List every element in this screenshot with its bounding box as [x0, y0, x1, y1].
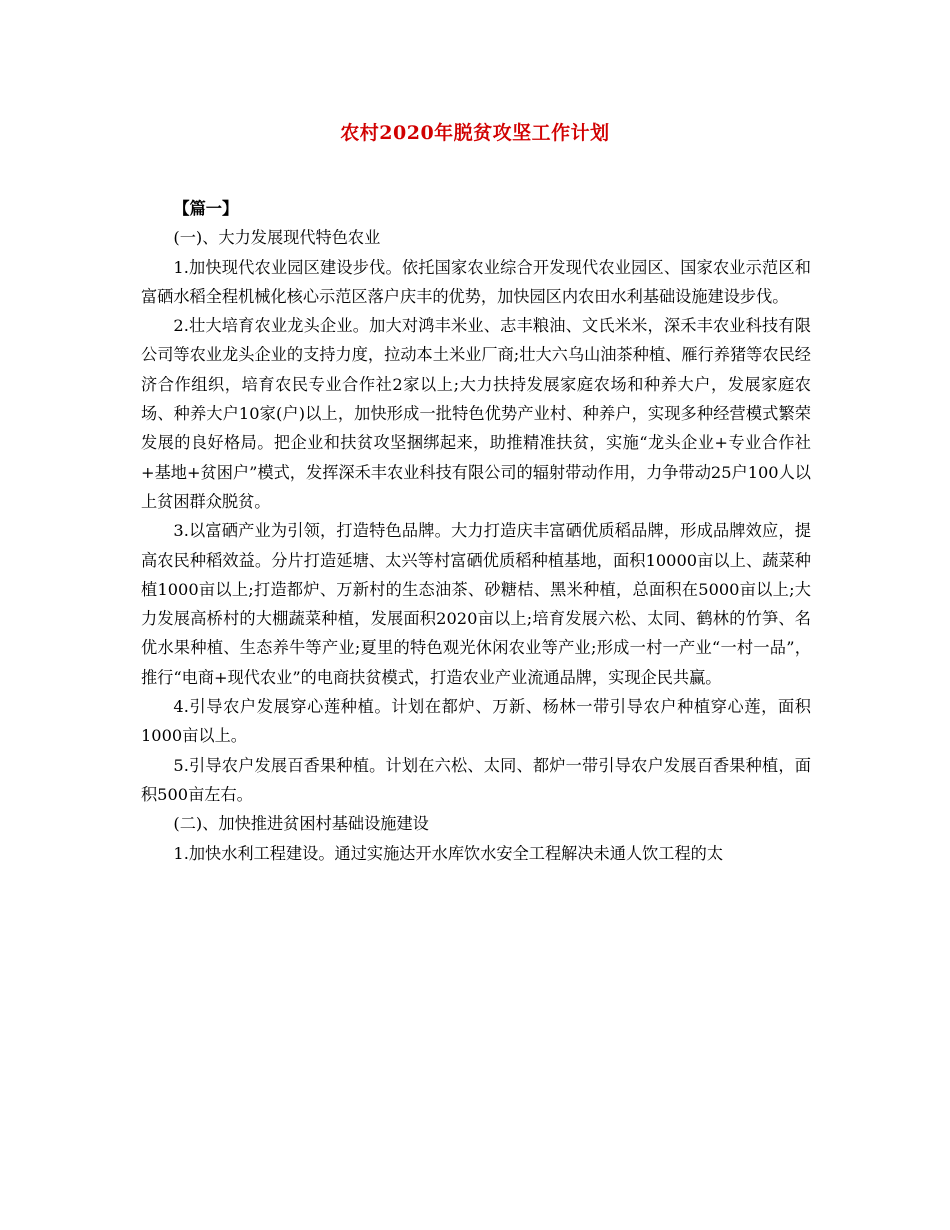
- section-tag: 【篇一】: [173, 199, 239, 218]
- paragraph-5: 5.引导农户发展百香果种植。计划在六松、太同、都炉一带引导农户发展百香果种植，面积500亩左右。: [141, 755, 811, 804]
- section-heading-2: (二)、加快推进贫困村基础设施建设: [173, 814, 429, 834]
- paragraph-4: 4.引导农户发展穿心莲种植。计划在都炉、万新、杨林一带引导农户种植穿心莲，面积1000亩以上。: [141, 697, 811, 746]
- paragraph-6: 1.加快水利工程建设。通过实施达开水库饮水安全工程解决未通人饮工程的太: [173, 843, 724, 863]
- paragraph-1: 1.加快现代农业园区建设步伐。依托国家农业综合开发现代农业园区、国家农业示范区和富硒水稻全程机械化核心示范区落户庆丰的优势，加快园区内农田水利基础设施建设步伐。: [141, 257, 811, 306]
- document-title: 农村2020年脱贫攻坚工作计划: [340, 122, 610, 144]
- document-body: [141, 194, 811, 868]
- section-heading-1: (一)、大力发展现代特色农业: [173, 228, 381, 248]
- paragraph-3: 3.以富硒产业为引领，打造特色品牌。大力打造庆丰富硒优质稻品牌，形成品牌效应，提高农民种稻效益。分片打造延塘、太兴等村富硒优质稻种植基地，面积10000亩以上、蔬菜种植1000亩以上;打造都炉、万新村的生态油茶、砂糖桔、黑米种植，总面积在5000亩以上;大力发展高桥村的大棚蔬菜种植，发展面积2020亩以上;培育发展六松、太同、鹤林的竹笋、名优水果种植、生态养牛等产业;夏里的特色观光休闲农业等产业;形成一村一产业“一村一品”，推行“电商+现代农业”的电商扶贫模式，打造农业产业流通品牌，实现企民共赢。: [141, 521, 811, 687]
- paragraph-2: 2.壮大培育农业龙头企业。加大对鸿丰米业、志丰粮油、文氏米米，深禾丰农业科技有限公司等农业龙头企业的支持力度，拉动本土米业厂商;壮大六乌山油茶种植、雁行养猪等农民经济合作组织，培育农民专业合作社2家以上;大力扶持发展家庭农场和种养大户，发展家庭农场、种养大户10家(户)以上，加快形成一批特色优势产业村、种养户，实现多种经营模式繁荣发展的良好格局。把企业和扶贫攻坚捆绑起来，助推精准扶贫，实施“龙头企业+专业合作社+基地+贫困户”模式，发挥深禾丰农业科技有限公司的辐射带动作用，力争带动25户100人以上贫困群众脱贫。: [141, 316, 811, 511]
